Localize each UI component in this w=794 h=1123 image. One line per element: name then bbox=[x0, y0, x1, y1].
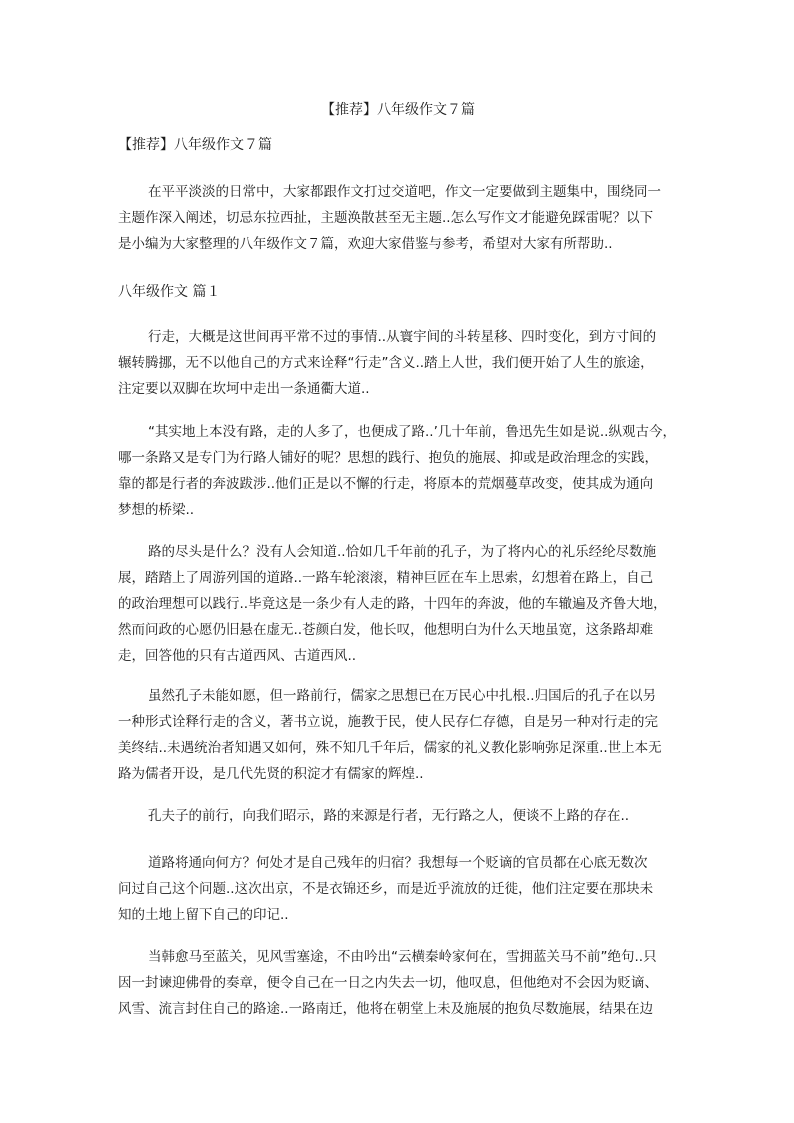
text-line: 行走，大概是这世间再平常不过的事情..从寰宇间的斗转星移、四时变化，到方寸间的 bbox=[148, 329, 657, 345]
section-heading: 八年级作文 篇１ bbox=[118, 284, 221, 300]
document-title: 【推荐】八年级作文７篇 bbox=[321, 102, 475, 118]
text-line: 路的尽头是什么？没有人会知道..恰如几千年前的孔子，为了将内心的礼乐经纶尽数施 bbox=[148, 544, 657, 560]
paragraph-2 bbox=[118, 419, 678, 523]
text-line: “其实地上本没有路，走的人多了，也便成了路..’几十年前，鲁迅先生如是说..纵观古今， bbox=[148, 424, 676, 440]
text-line: 主题作深入阐述，切忌东拉西扯，主题涣散甚至无主题..怎么写作文才能避免踩雷呢？以下 bbox=[118, 210, 654, 226]
text-line: 因一封谏迎佛骨的奏章，便令自己在一日之内失去一切，他叹息，但他绝对不会因为贬谪、 bbox=[118, 975, 658, 991]
text-line: 路为儒者开设，是几代先贤的积淀才有儒家的辉煌.. bbox=[118, 766, 424, 782]
paragraph-6 bbox=[118, 850, 678, 928]
text-line: 美终结..未遇统治者知遇又如何，殊不知几千年后，儒家的礼义教化影响弥足深重..世上本无 bbox=[118, 740, 662, 756]
text-line: 风雪、流言封住自己的路途..一路南迁，他将在朝堂上未及施展的抱负尽数施展，结果在边 bbox=[118, 1001, 654, 1017]
text-line: 是小编为大家整理的八年级作文７篇，欢迎大家借鉴与参考，希望对大家有所帮助.. bbox=[118, 236, 613, 252]
paragraph-1 bbox=[118, 324, 678, 402]
paragraph-intro bbox=[118, 179, 678, 257]
text-line: 展，踏踏上了周游列国的道路..一路车轮滚滚，精神巨匠在车上思索，幻想着在路上，自己 bbox=[118, 570, 654, 586]
text-line: 问过自己这个问题..这次出京，不是衣锦还乡，而是近乎流放的迁徙，他们注定要在那块未 bbox=[118, 881, 654, 897]
text-line: 知的土地上留下自己的印记.. bbox=[118, 907, 289, 923]
text-line: 一种形式诠释行走的含义，著书立说，施教于民，使人民存仁存德，自是另一种对行走的完 bbox=[118, 714, 658, 730]
text-line: 哪一条路又是专门为行路人铺好的呢？思想的践行、抱负的施展、抑或是政治理念的实践， bbox=[118, 450, 658, 466]
text-line: 道路将通向何方？何处才是自己残年的归宿？我想每一个贬谪的官员都在心底无数次 bbox=[148, 855, 648, 871]
text-line: 走，回答他的只有古道西风、古道西风.. bbox=[118, 648, 357, 664]
paragraph-5 bbox=[118, 803, 678, 829]
text-line: 注定要以双脚在坎坷中走出一条通衢大道.. bbox=[118, 381, 370, 397]
text-line: 然而问政的心愿仍旧悬在虚无..苍颜白发，他长叹，他想明白为什么天地虽宽，这条路却难 bbox=[118, 622, 654, 638]
text-line: 在平平淡淡的日常中，大家都跟作文打过交道吧，作文一定要做到主题集中，围绕同一 bbox=[148, 184, 661, 200]
paragraph-3 bbox=[118, 539, 678, 669]
text-line: 辗转腾挪，无不以他自己的方式来诠释“行走”含义..踏上人世，我们便开始了人生的旅途， bbox=[118, 355, 654, 371]
text-line: 梦想的桥梁.. bbox=[118, 502, 195, 518]
paragraph-4 bbox=[118, 683, 678, 787]
text-line: 虽然孔子未能如愿，但一路前行，儒家之思想已在万民心中扎根..归国后的孔子在以另 bbox=[148, 688, 657, 704]
text-line: 孔夫子的前行，向我们昭示，路的来源是行者，无行路之人，便谈不上路的存在.. bbox=[148, 808, 630, 824]
paragraph-7 bbox=[118, 944, 678, 1022]
text-line: 的政治理想可以践行..毕竟这是一条少有人走的路，十四年的奔波，他的车辙遍及齐鲁大地， bbox=[118, 596, 667, 612]
text-line: 靠的都是行者的奔波跋涉..他们正是以不懈的行走，将原本的荒烟蔓草改变，使其成为通向 bbox=[118, 476, 654, 492]
text-line: 当韩愈马至蓝关，见风雪塞途，不由吟出“云横秦岭家何在，雪拥蓝关马不前”绝句..只 bbox=[148, 949, 657, 965]
document-subtitle: 【推荐】八年级作文７篇 bbox=[118, 137, 272, 153]
